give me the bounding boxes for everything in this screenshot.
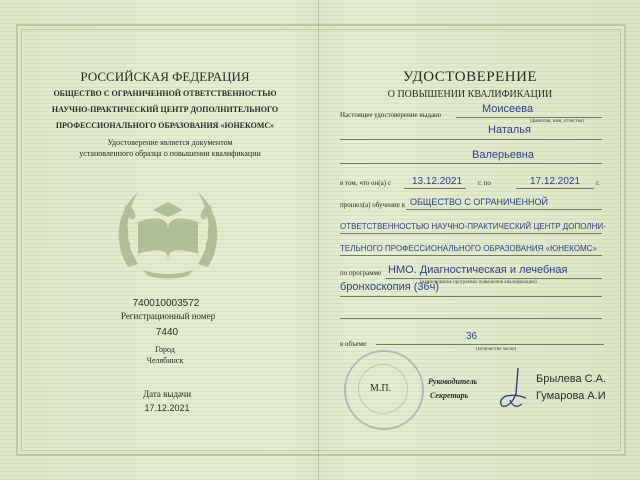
certificate-title: УДОСТОВЕРЕНИЕ bbox=[402, 69, 538, 85]
period-to-label: г. по bbox=[478, 179, 491, 187]
program-name-line-1: НМО. Диагностическая и лечебная bbox=[388, 264, 568, 276]
program-underline-3 bbox=[340, 318, 602, 319]
program-name-line-2: бронхоскопия (36ч) bbox=[340, 281, 440, 293]
holder-name: Наталья bbox=[488, 124, 531, 136]
issue-date-label: Дата выдачи bbox=[142, 389, 192, 399]
date-from-underline bbox=[404, 188, 466, 189]
registration-label: Регистрационный номер bbox=[120, 311, 216, 321]
program-label: по программе bbox=[340, 269, 382, 277]
holder-surname: Моисеева bbox=[482, 103, 534, 115]
secretary-label: Секретарь bbox=[430, 391, 469, 400]
hours-underline bbox=[376, 344, 604, 345]
city-value: Челябинск bbox=[146, 356, 184, 365]
org-line-2: НАУЧНО-ПРАКТИЧЕСКИЙ ЦЕНТР ДОПОЛНИТЕЛЬНОГО bbox=[51, 105, 279, 114]
doc-note-2: установленного образца о повышении квалификации bbox=[79, 149, 261, 158]
org-name-line-3: ТЕЛЬНОГО ПРОФЕССИОНАЛЬНОГО ОБРАЗОВАНИЯ «ЮНЕКОМС» bbox=[340, 244, 597, 253]
program-underline-1 bbox=[386, 278, 602, 279]
volume-label: в объеме bbox=[340, 340, 367, 348]
signature-icon bbox=[496, 364, 532, 414]
surname-underline bbox=[456, 117, 602, 118]
period-from-label: в том, что он(а) с bbox=[340, 179, 391, 187]
program-underline-2 bbox=[340, 296, 602, 297]
issue-date-value: 17.12.2021 bbox=[144, 403, 190, 413]
trained-at-label: прошел(а) обучение в bbox=[340, 201, 405, 209]
wreath-book-emblem-icon bbox=[108, 182, 228, 282]
date-from: 13.12.2021 bbox=[412, 176, 463, 187]
org-underline-1 bbox=[406, 209, 602, 210]
registration-number: 740010003572 bbox=[132, 298, 200, 309]
org-underline-3 bbox=[340, 255, 602, 256]
org-line-3: ПРОФЕССИОНАЛЬНОГО ОБРАЗОВАНИЯ «ЮНЕКОМС» bbox=[55, 121, 275, 130]
holder-patronymic: Валерьевна bbox=[472, 149, 534, 161]
document-number: 7440 bbox=[155, 327, 179, 338]
fold-line bbox=[318, 0, 319, 480]
patronymic-underline bbox=[340, 163, 602, 164]
name-underline bbox=[340, 139, 602, 140]
certificate-subtitle: О ПОВЫШЕНИИ КВАЛИФИКАЦИИ bbox=[387, 89, 553, 100]
city-label: Город bbox=[155, 345, 175, 354]
date-to-underline bbox=[516, 188, 594, 189]
org-name-line-2: ОТВЕТСТВЕННОСТЬЮ НАУЧНО-ПРАКТИЧЕСКИЙ ЦЕНТР ДОПОЛНИ- bbox=[340, 222, 606, 231]
fio-hint: (фамилия, имя, отчество) bbox=[530, 119, 584, 124]
year-suffix: г. bbox=[596, 179, 600, 187]
program-hint: (наименование программы повышения квалификации) bbox=[420, 280, 537, 285]
issued-to-label: Настоящее удостоверение выдано bbox=[340, 111, 442, 119]
org-line-1: ОБЩЕСТВО С ОГРАНИЧЕННОЙ ОТВЕТСТВЕННОСТЬЮ bbox=[53, 89, 277, 98]
seal-place-label: М.П. bbox=[370, 383, 392, 394]
doc-note-1: Удостоверение является документом bbox=[107, 138, 233, 147]
date-to: 17.12.2021 bbox=[530, 176, 581, 187]
hours-value: 36 bbox=[466, 331, 478, 342]
hours-hint: (количество часов) bbox=[476, 347, 517, 352]
org-name-line-1: ОБЩЕСТВО С ОГРАНИЧЕННОЙ bbox=[410, 197, 548, 207]
org-underline-2 bbox=[340, 233, 602, 234]
secretary-name: Гумарова А.И bbox=[536, 390, 606, 402]
country-heading: РОССИЙСКАЯ ФЕДЕРАЦИЯ bbox=[80, 69, 250, 84]
director-label: Руководитель bbox=[428, 377, 478, 386]
director-name: Брылева С.А. bbox=[536, 373, 607, 385]
